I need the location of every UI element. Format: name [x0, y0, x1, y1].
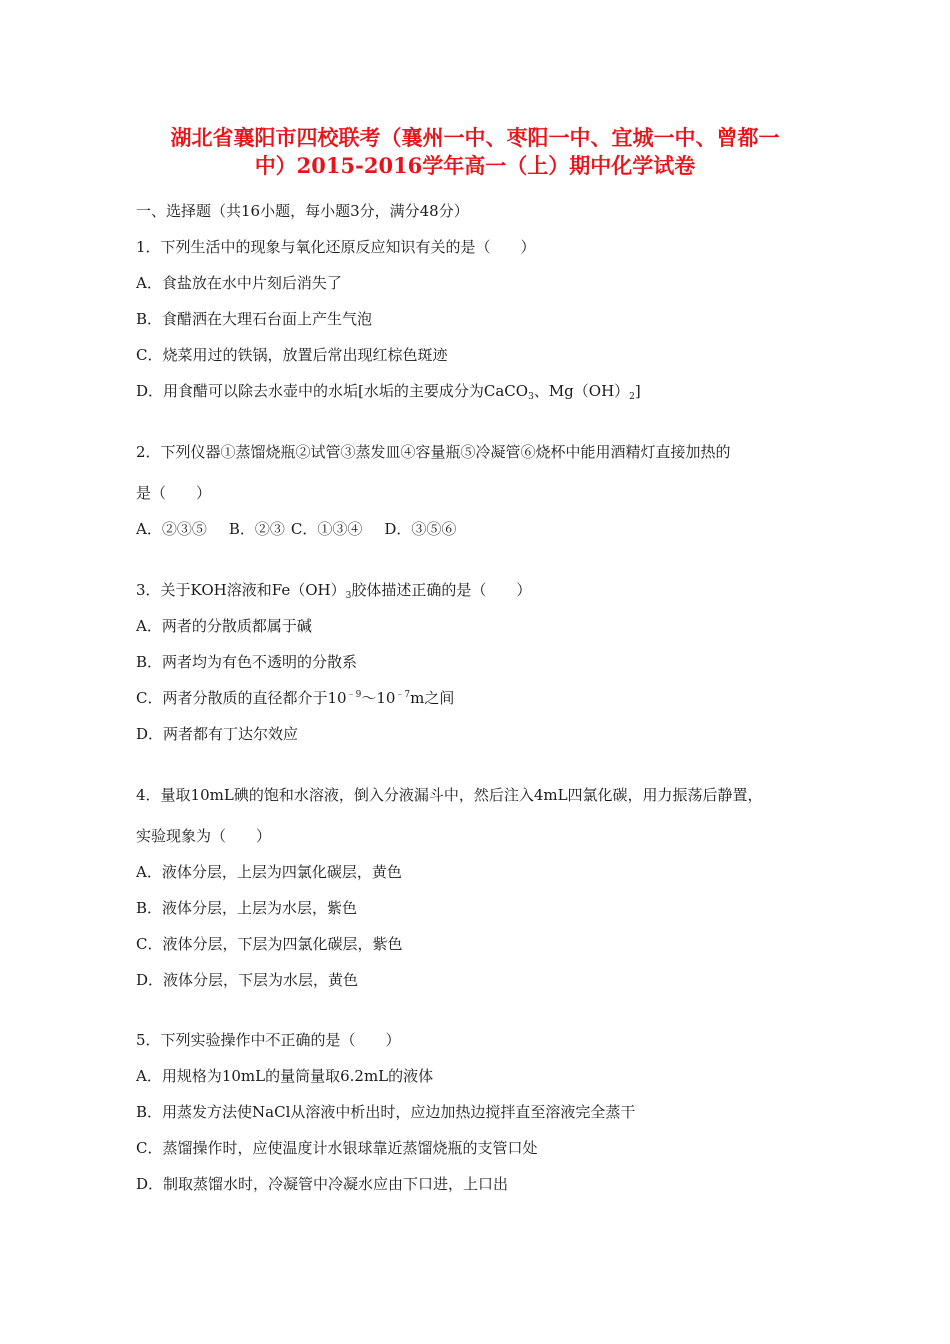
- question-5-option-a: A．用规格为10mL的量筒量取6.2mL的液体: [136, 1067, 434, 1085]
- question-1-stem: 1．下列生活中的现象与氧化还原反应知识有关的是（ ）: [136, 238, 536, 256]
- question-3-option-a: A．两者的分散质都属于碱: [136, 617, 312, 635]
- exam-title-line-1: 湖北省襄阳市四校联考（襄州一中、枣阳一中、宜城一中、曾都一: [170, 125, 780, 150]
- q1-d-subscript-1: 3: [528, 392, 534, 402]
- q3-c-text-2: ～10: [361, 689, 396, 707]
- question-1-option-a: A．食盐放在水中片刻后消失了: [136, 274, 342, 292]
- question-1-option-c: C．烧菜用过的铁锅，放置后常出现红棕色斑迹: [136, 346, 448, 364]
- q1-d-subscript-2: 2: [629, 392, 635, 402]
- question-5-option-c: C．蒸馏操作时，应使温度计水银球靠近蒸馏烧瓶的支管口处: [136, 1139, 538, 1157]
- q3-stem-subscript: 3: [345, 591, 352, 601]
- q3-stem-text-1: 3．关于KOH溶液和Fe（OH）: [136, 581, 346, 599]
- question-3-option-c: [136, 688, 454, 708]
- question-2-options: [136, 519, 456, 539]
- question-3-option-d: D．两者都有丁达尔效应: [136, 725, 299, 743]
- question-2-option-d: D．③⑤⑥: [384, 520, 457, 538]
- question-4-stem-line-1: 4．量取10mL碘的饱和水溶液，倒入分液漏斗中，然后注入4mL四氯化碳，用力振荡后静置，: [136, 786, 763, 804]
- question-4-option-c: C．液体分层，下层为四氯化碳层，紫色: [136, 935, 403, 953]
- question-1-option-d: [136, 381, 641, 401]
- question-3-stem: [136, 580, 531, 600]
- question-2-stem-line-1: 2．下列仪器①蒸馏烧瓶②试管③蒸发皿④容量瓶⑤冷凝管⑥烧杯中能用酒精灯直接加热的: [136, 443, 731, 461]
- question-4-option-d: D．液体分层，下层为水层，黄色: [136, 971, 359, 989]
- question-2-option-b: B．②③: [228, 520, 285, 538]
- question-2-stem-line-2: 是（ ）: [136, 484, 212, 502]
- question-1-option-b: B．食醋洒在大理石台面上产生气泡: [136, 310, 373, 328]
- q3-c-superscript-2: ﹣7: [395, 690, 411, 700]
- question-2-option-c: C．①③④: [290, 520, 363, 538]
- q3-c-superscript-1: ﹣9: [346, 690, 362, 700]
- exam-title-line-2: 中）2015-2016学年高一（上）期中化学试卷: [254, 153, 696, 178]
- question-4-stem-line-2: 实验现象为（ ）: [136, 827, 272, 845]
- question-5-stem: 5．下列实验操作中不正确的是（ ）: [136, 1031, 401, 1049]
- question-3-option-b: B．两者均为有色不透明的分散系: [136, 653, 358, 671]
- question-4-option-b: B．液体分层，上层为水层，紫色: [136, 899, 358, 917]
- question-2-option-a: A．②③⑤: [136, 520, 207, 538]
- q3-c-text-1: C．两者分散质的直径都介于10: [136, 689, 347, 707]
- q1-d-text-3: ]: [634, 382, 641, 400]
- q3-stem-text-2: 胶体描述正确的是（ ）: [351, 581, 532, 599]
- question-5-option-d: D．制取蒸馏水时，冷凝管中冷凝水应由下口进，上口出: [136, 1175, 509, 1193]
- q1-d-text-1: D．用食醋可以除去水壶中的水垢[水垢的主要成分为CaCO: [136, 382, 529, 400]
- section-heading: 一、选择题（共16小题，每小题3分，满分48分）: [136, 202, 469, 220]
- question-5-option-b: B．用蒸发方法使NaCl从溶液中析出时，应边加热边搅拌直至溶液完全蒸干: [136, 1103, 636, 1121]
- q1-d-text-2: 、Mg（OH）: [533, 382, 630, 400]
- question-4-option-a: A．液体分层，上层为四氯化碳层，黄色: [136, 863, 402, 881]
- q3-c-text-3: m之间: [410, 689, 455, 707]
